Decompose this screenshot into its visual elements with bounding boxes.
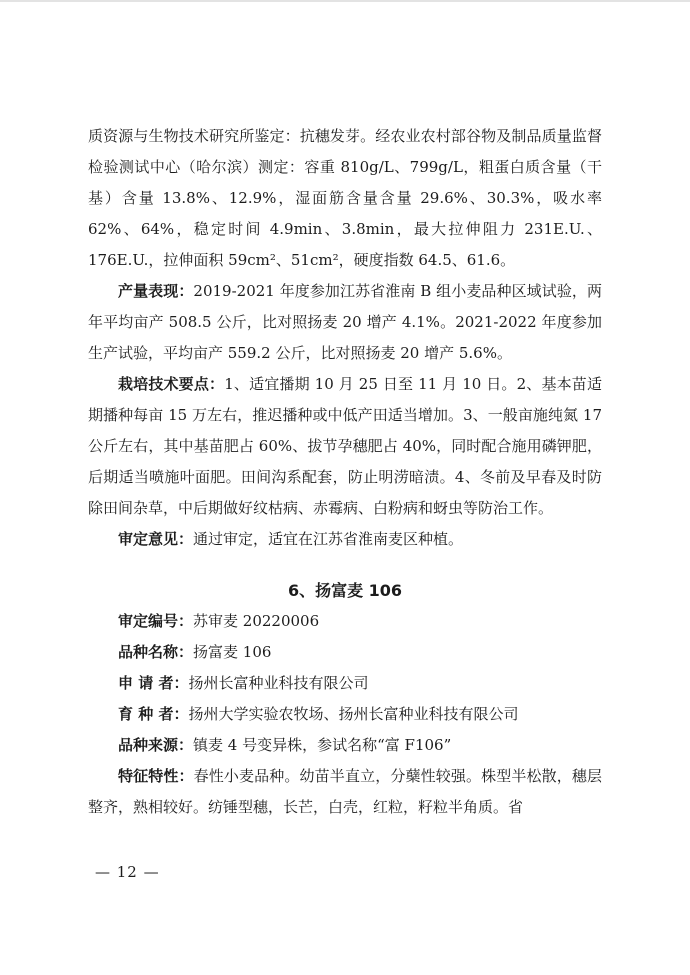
approval-number-label: 审定编号： — [118, 612, 194, 630]
applicant-label: 申 请 者： — [118, 674, 189, 692]
cultivation-techniques-label: 栽培技术要点： — [118, 375, 225, 393]
approval-opinion-paragraph — [88, 524, 602, 555]
field-row-breeder — [88, 699, 602, 730]
cultivation-techniques-paragraph — [88, 369, 602, 524]
cultivation-techniques-text: 1、适宜播期 10 月 25 日至 11 月 10 日。2、基本苗适期播种每亩 15 万左右，推迟播种或中低产田适当增加。3、一般亩施纯氮 17 公斤左右，其中基苗肥占 60%、拔节孕穗肥占 40%，同时配合施用磷钾肥，后期适当喷施叶面肥。田间沟系配套，防止明涝暗渍。4、冬前及早春及时防除田间杂草，中后期做好纹枯病、赤霉病、白粉病和蚜虫等防治工作。 — [88, 375, 602, 517]
field-row-applicant — [88, 668, 602, 699]
field-row-variety-origin — [88, 730, 602, 761]
variety-origin-label: 品种来源： — [118, 736, 194, 754]
variety-name-value: 扬富麦 106 — [193, 643, 272, 661]
approval-opinion-label: 审定意见： — [118, 530, 194, 548]
breeder-label: 育 种 者： — [118, 705, 189, 723]
applicant-value: 扬州长富种业科技有限公司 — [188, 674, 369, 692]
traits-paragraph — [88, 761, 602, 823]
page-number: — 12 — — [95, 863, 160, 881]
traits-label: 特征特性： — [118, 767, 194, 785]
yield-performance-text: 2019-2021 年度参加江苏省淮南 B 组小麦品种区域试验，两年平均亩产 508.5 公斤，比对照扬麦 20 增产 4.1%。2021-2022 年度参加生产试验，平均亩产 559.2 公斤，比对照扬麦 20 增产 5.6%。 — [88, 282, 602, 362]
approval-number-value: 苏审麦 20220006 — [193, 612, 320, 630]
breeder-value: 扬州大学实验农牧场、扬州长富种业科技有限公司 — [188, 705, 519, 723]
yield-performance-paragraph — [88, 276, 602, 369]
continuation-paragraph: 质资源与生物技术研究所鉴定：抗穗发芽。经农业农村部谷物及制品质量监督检验测试中心（哈尔滨）测定：容重 810g/L、799g/L，粗蛋白质含量（干基）含量 13.8%、12.9%，湿面筋含量含量 29.6%、30.3%，吸水率 62%、64%，稳定时间 4.9min、3.8min，最大拉伸阻力 231E.U.、176E.U.，拉伸面积 59cm²、51cm²，硬度指数 64.5、61.6。 — [88, 127, 602, 269]
variety-name-label: 品种名称： — [118, 643, 194, 661]
variety-section-heading: 6、扬富麦 106 — [287, 581, 403, 600]
variety-origin-value: 镇麦 4 号变异株，参试名称“富 F106” — [193, 736, 452, 754]
field-row-variety-name — [88, 637, 602, 668]
yield-performance-label: 产量表现： — [118, 282, 194, 300]
field-row-approval-number — [88, 606, 602, 637]
traits-text: 春性小麦品种。幼苗半直立，分蘖性较强。株型半松散，穗层整齐，熟相较好。纺锤型穗，长芒，白壳，红粒，籽粒半角质。省 — [88, 767, 602, 816]
page-content — [88, 121, 602, 823]
approval-opinion-text: 通过审定，适宜在江苏省淮南麦区种植。 — [193, 530, 464, 548]
